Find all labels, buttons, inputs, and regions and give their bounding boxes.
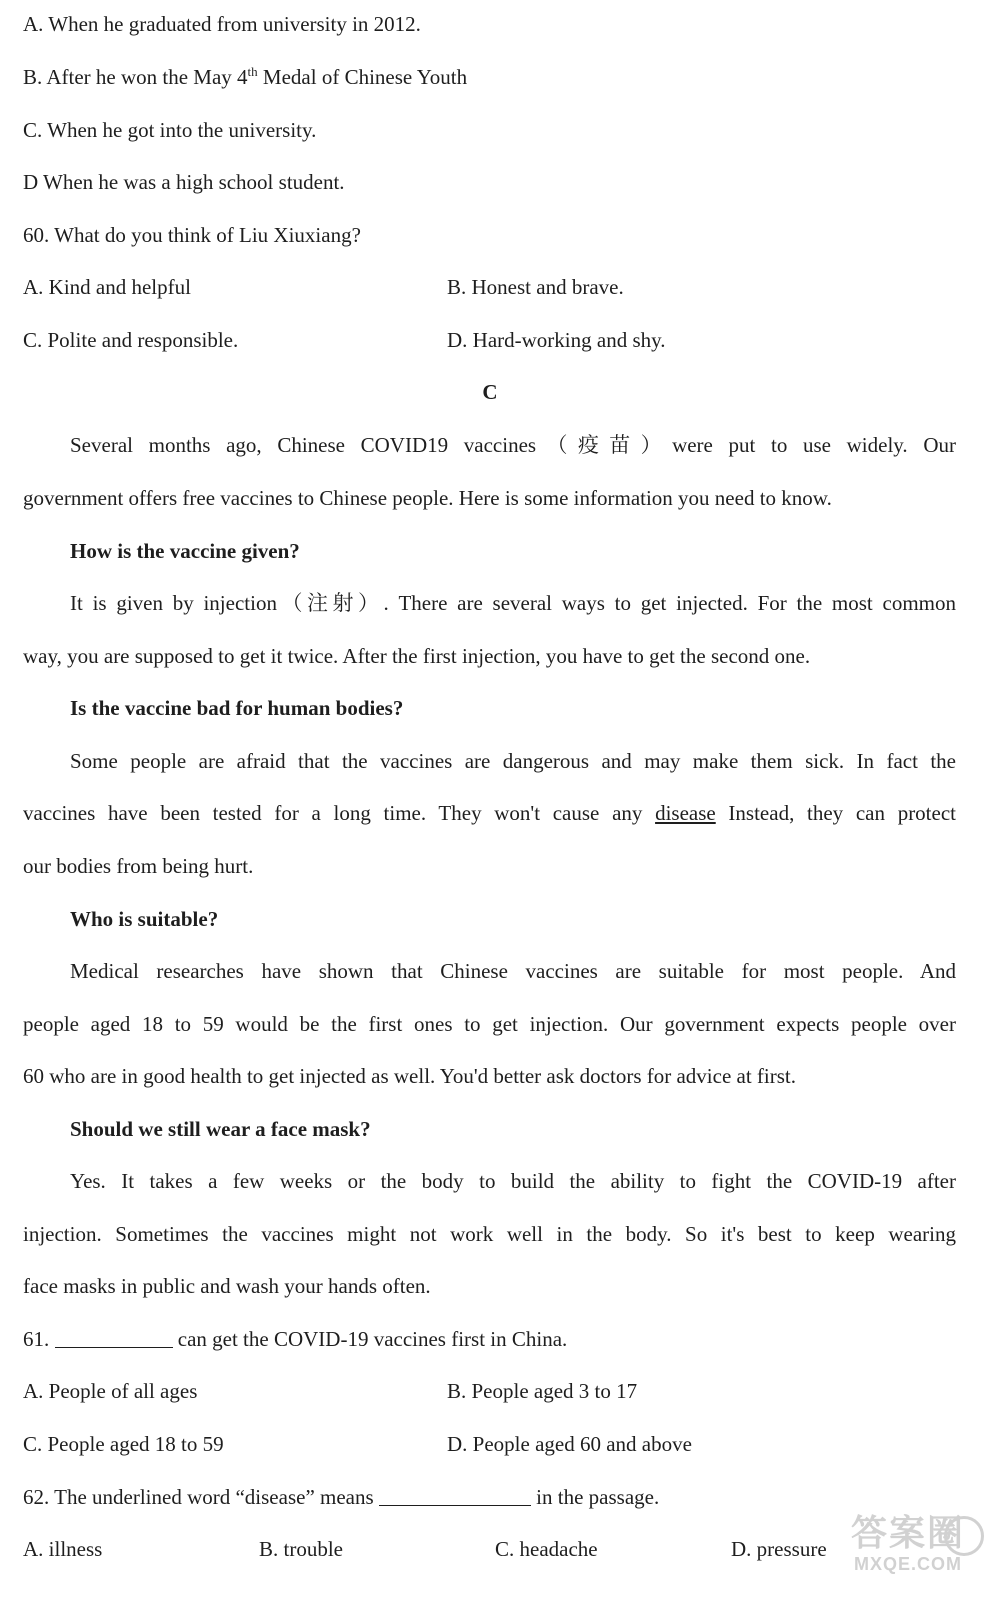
heading-is-bad: Is the vaccine bad for human bodies? bbox=[70, 696, 404, 720]
heading-face-mask: Should we still wear a face mask? bbox=[70, 1117, 371, 1141]
q60-option-a: A. Kind and helpful bbox=[23, 275, 191, 299]
q61-option-b: B. People aged 3 to 17 bbox=[447, 1379, 638, 1403]
q60-option-d: D. Hard-working and shy. bbox=[447, 328, 666, 352]
answer-blank bbox=[379, 1485, 531, 1506]
watermark-circle-icon bbox=[944, 1516, 984, 1556]
q59-option-a: A. When he graduated from university in 2012. bbox=[23, 12, 421, 36]
q62-option-a: A. illness bbox=[23, 1537, 103, 1561]
q59-option-d: D When he was a high school student. bbox=[23, 170, 345, 194]
para2-line-2: vaccines have been tested for a long time. They won't cause any disease Instead, they can protect bbox=[23, 801, 956, 825]
para4-line-2: injection. Sometimes the vaccines might not work well in the body. So it's best to keep wearing bbox=[23, 1222, 956, 1246]
q62-option-d: D. pressure bbox=[731, 1537, 827, 1561]
q61-option-d: D. People aged 60 and above bbox=[447, 1432, 692, 1456]
section-c-title: C bbox=[482, 380, 498, 404]
q59-option-c: C. When he got into the university. bbox=[23, 118, 317, 142]
para3-line-3: 60 who are in good health to get injected as well. You'd better ask doctors for advice at first. bbox=[23, 1064, 797, 1088]
para4-line-1: Yes. It takes a few weeks or the body to build the ability to fight the COVID-19 after bbox=[70, 1169, 956, 1193]
watermark-url: MXQE.COM bbox=[853, 1554, 962, 1574]
site-watermark-logo bbox=[828, 1512, 988, 1582]
q60-option-c: C. Polite and responsible. bbox=[23, 328, 239, 352]
q61-option-a: A. People of all ages bbox=[23, 1379, 198, 1403]
q60-question: 60. What do you think of Liu Xiuxiang? bbox=[23, 223, 361, 247]
q62-option-b: B. trouble bbox=[259, 1537, 343, 1561]
para3-line-1: Medical researches have shown that Chinese vaccines are suitable for most people. And bbox=[70, 959, 956, 983]
q62-option-c: C. headache bbox=[495, 1537, 598, 1561]
underlined-word-disease: disease bbox=[655, 801, 716, 825]
para3-line-2: people aged 18 to 59 would be the first ones to get injection. Our government expects people over bbox=[23, 1012, 956, 1036]
q61-question: 61. can get the COVID-19 vaccines first in China. bbox=[23, 1327, 568, 1351]
para1-line-2: way, you are supposed to get it twice. After the first injection, you have to get the second one. bbox=[23, 644, 811, 668]
watermark-text: 答案圈 bbox=[850, 1512, 965, 1553]
q62-question: 62. The underlined word “disease” means in the passage. bbox=[23, 1485, 660, 1509]
q59-option-b: B. After he won the May 4th Medal of Chinese Youth bbox=[23, 64, 468, 89]
para1-line-1: It is given by injection（注射）. There are several ways to get injected. For the most common bbox=[70, 591, 956, 615]
para2-line-1: Some people are afraid that the vaccines are dangerous and may make them sick. In fact the bbox=[70, 749, 956, 773]
answer-blank bbox=[55, 1327, 173, 1348]
q61-option-c: C. People aged 18 to 59 bbox=[23, 1432, 224, 1456]
para4-line-3: face masks in public and wash your hands often. bbox=[23, 1274, 431, 1298]
q60-option-b: B. Honest and brave. bbox=[447, 275, 624, 299]
para2-line-3: our bodies from being hurt. bbox=[23, 854, 254, 878]
intro-line-1: Several months ago, Chinese COVID19 vaccines（疫苗）were put to use widely. Our bbox=[70, 433, 956, 457]
heading-who-suitable: Who is suitable? bbox=[70, 907, 219, 931]
intro-line-2: government offers free vaccines to Chinese people. Here is some information you need to know. bbox=[23, 486, 832, 510]
heading-how-given: How is the vaccine given? bbox=[70, 539, 300, 563]
